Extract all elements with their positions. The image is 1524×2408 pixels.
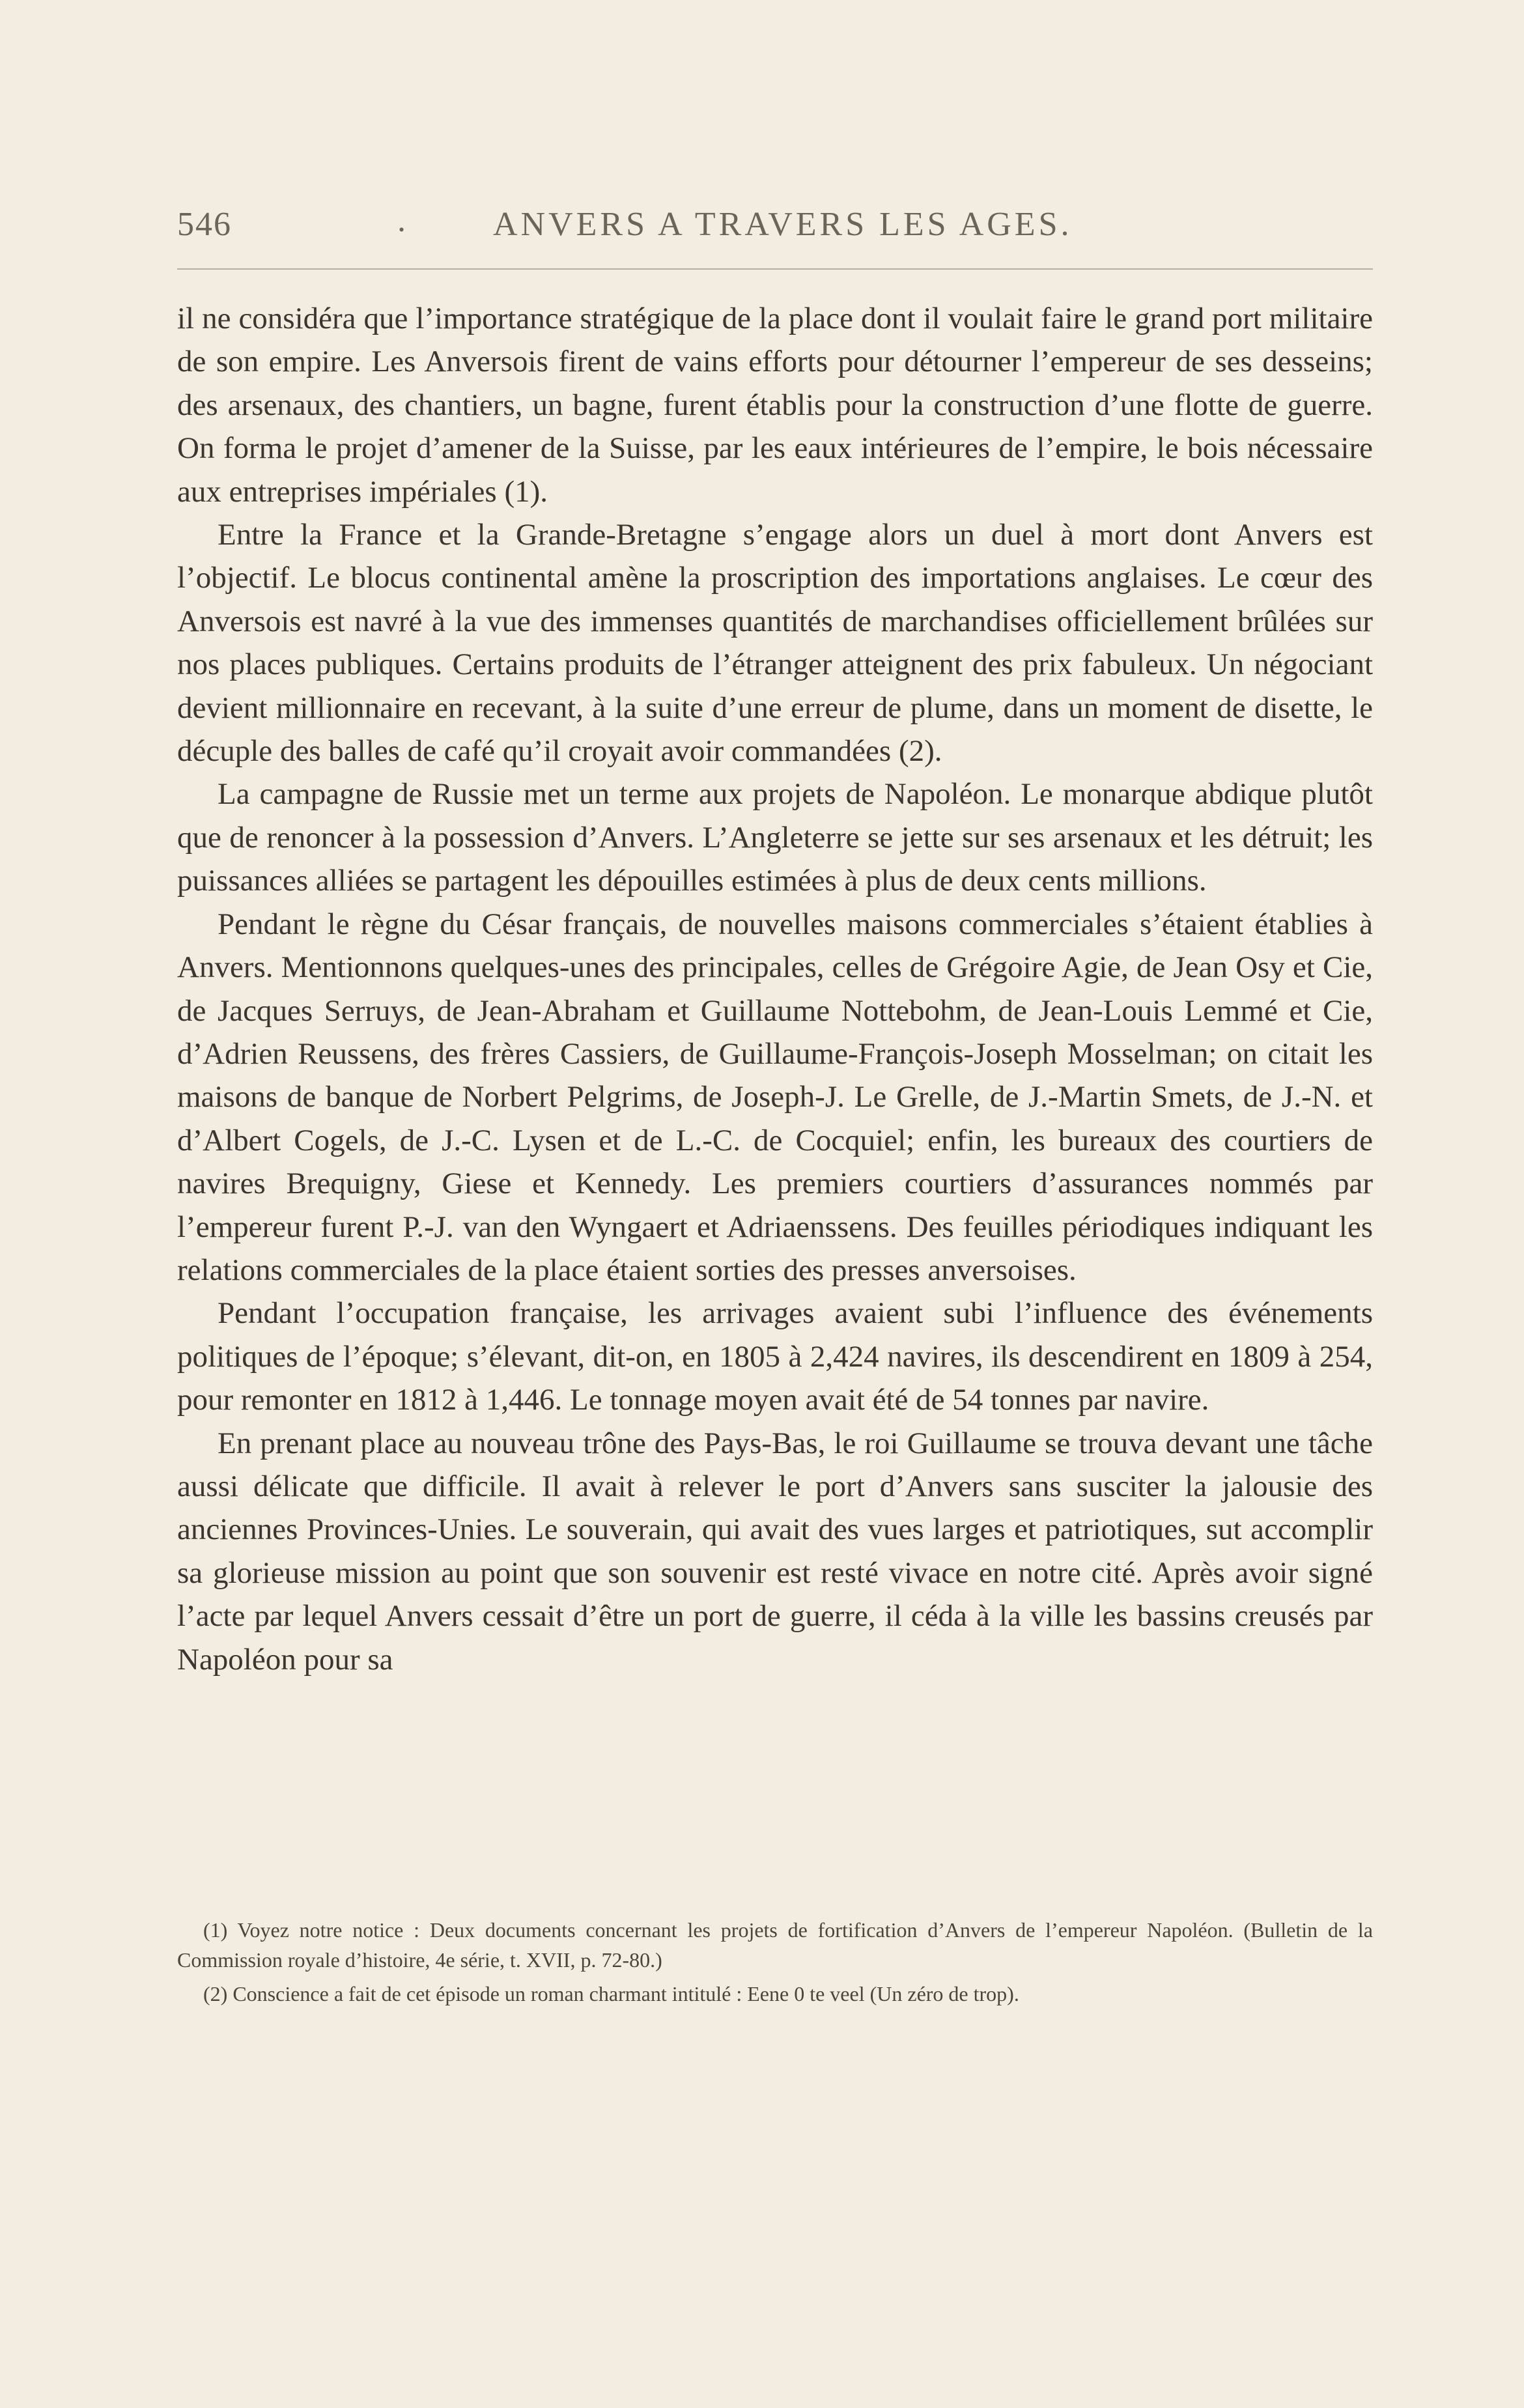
page-number: 546 bbox=[177, 206, 232, 243]
footnote: (2) Conscience a fait de cet épisode un roman charmant intitulé : Eene 0 te veel (Un zéro de trop). bbox=[203, 1982, 1019, 2005]
paragraph: il ne considéra que l’importance stratégique de la place dont il voulait faire le grand port militaire de son empire. Les Anversois firent de vains efforts pour détourner l’empereur de ses desseins; des arsenaux, des chantiers, un bagne, furent établis pour la construction d’une flotte de guerre. On forma le projet d’amener de la Suisse, par les eaux intérieures de l’empire, le bois nécessaire aux entreprises impériales (1). bbox=[177, 302, 1373, 509]
paragraph: Pendant l’occupation française, les arrivages avaient subi l’influence des événements politiques de l’époque; s’élevant, dit-on, en 1805 à 2,424 navires, ils descendirent en 1809 à 254, pour remonter en 1812 à 1,446. Le tonnage moyen avait été de 54 tonnes par navire. bbox=[177, 1296, 1373, 1417]
body-text bbox=[177, 297, 1373, 1681]
paragraph: La campagne de Russie met un terme aux projets de Napoléon. Le monarque abdique plutôt que de renoncer à la possession d’Anvers. L’Angleterre se jette sur ses arsenaux et les détruit; les puissances alliées se partagent les dépouilles estimées à plus de deux cents millions. bbox=[177, 777, 1373, 898]
header-rule bbox=[177, 268, 1373, 270]
paragraph: En prenant place au nouveau trône des Pays-Bas, le roi Guillaume se trouva devant une tâche aussi délicate que difficile. Il avait à relever le port d’Anvers sans susciter la jalousie des anciennes Provinces-Unies. Le souverain, qui avait des vues larges et patriotiques, sut accomplir sa glorieuse mission au point que son souvenir est resté vivace en notre cité. Après avoir signé l’acte par lequel Anvers cessait d’être un port de guerre, il céda à la ville les bassins creusés par Napoléon pour sa bbox=[177, 1426, 1373, 1677]
footnotes bbox=[177, 1915, 1373, 2013]
paragraph: Entre la France et la Grande-Bretagne s’engage alors un duel à mort dont Anvers est l’objectif. Le blocus continental amène la proscription des importations anglaises. Le cœur des Anversois est navré à la vue des immenses quantités de marchandises officiellement brûlées sur nos places publiques. Certains produits de l’étranger atteignent des prix fabuleux. Un négociant devient millionnaire en recevant, à la suite d’une erreur de plume, dans un moment de disette, le décuple des balles de café qu’il croyait avoir commandées (2). bbox=[177, 518, 1373, 769]
paragraph: Pendant le règne du César français, de nouvelles maisons commerciales s’étaient établies à Anvers. Mentionnons quelques-unes des principales, celles de Grégoire Agie, de Jean Osy et Cie, de Jacques Serruys, de Jean-Abraham et Guillaume Nottebohm, de Jean-Louis Lemmé et Cie, d’Adrien Reussens, des frères Cassiers, de Guillaume-François-Joseph Mosselman; on citait les maisons de banque de Norbert Pelgrims, de Joseph-J. Le Grelle, de J.-Martin Smets, de J.-N. et d’Albert Cogels, de J.-C. Lysen et de L.-C. de Cocquiel; enfin, les bureaux des courtiers de navires Brequigny, Giese et Kennedy. Les premiers courtiers d’assurances nommés par l’empereur furent P.-J. van den Wyngaert et Adriaenssens. Des feuilles périodiques indiquant les relations commerciales de la place étaient sorties des presses anversoises. bbox=[177, 907, 1373, 1287]
header-separator-dot: . bbox=[397, 202, 406, 239]
page-header bbox=[177, 202, 1373, 257]
running-title: ANVERS A TRAVERS LES AGES. bbox=[493, 206, 1073, 243]
footnote: (1) Voyez notre notice : Deux documents concernant les projets de fortification d’Anvers de l’empereur Napoléon. (Bulletin de la Commission royale d’histoire, 4e série, t. XVII, p. 72-80.) bbox=[177, 1918, 1373, 1972]
